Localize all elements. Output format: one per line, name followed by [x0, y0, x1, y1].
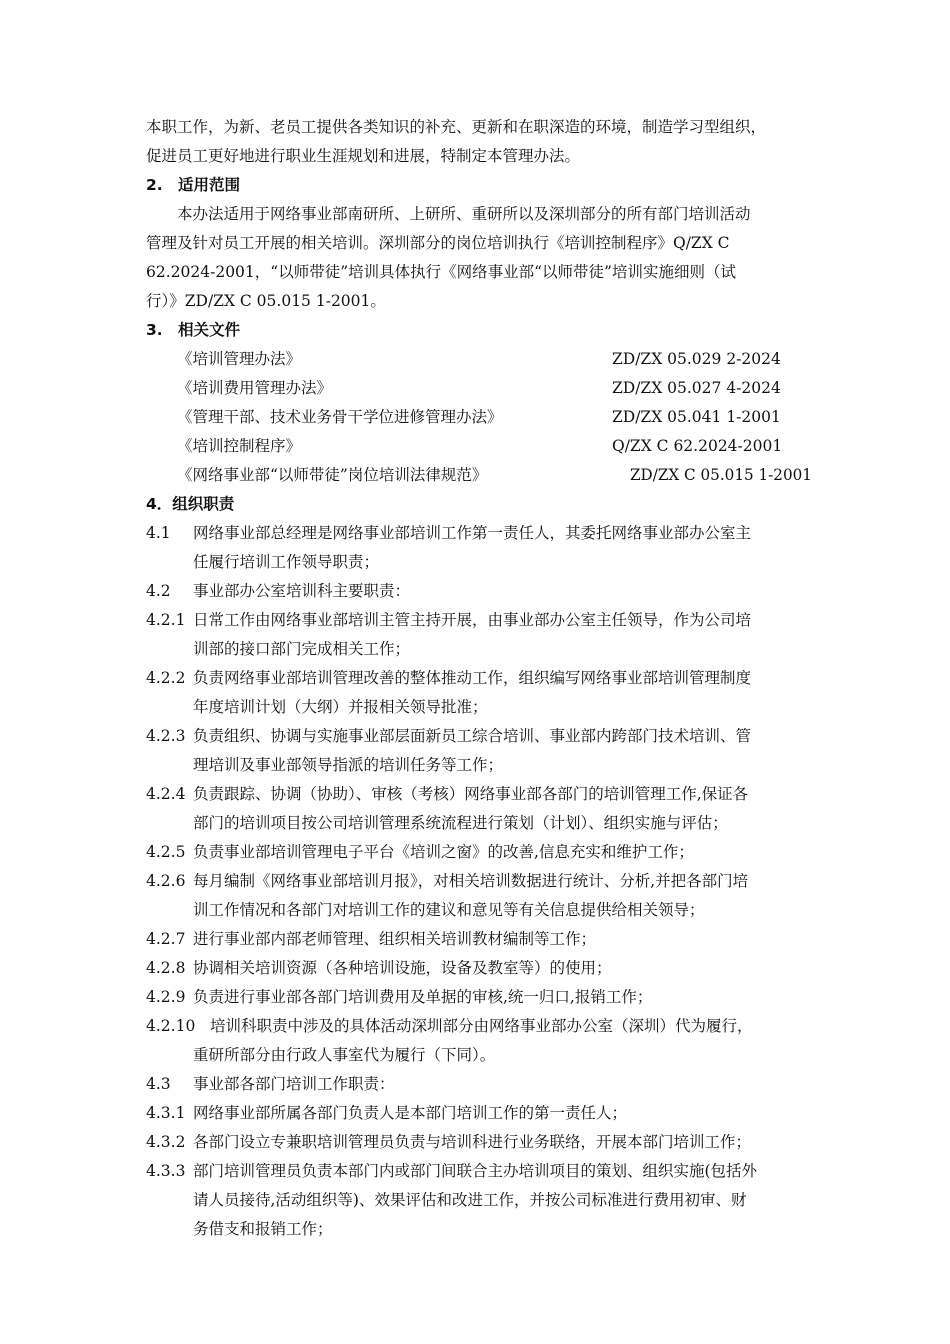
document-page: 本职工作，为新、老员工提供各类知识的补充、更新和在职深造的环境，制造学习型组织， 促进员工更好地进行职业生涯规划和进展，特制定本管理办法。 2. 适用范围 本办法适用于网络事业部南研所、上研所、重研所以及深圳部分的所有部门培训活动 管理及针对员工开展的相关培训。深圳部分的岗位培训执行《培训控制程序》Q/ZX C 62.2024-2001，“以师带徒”培训具体执行《网络事业部“以师带徒”培训实施细则（试 行）》ZD/ZX C 05.015 1-2001。 3. 相关文件 《培训管理办法》 ZD/ZX 05.029 2-2024 《培训费用管理办法》 ZD/ZX 05.027 4-2024 《管理干部、技术业务骨干学位进修管理办法》 ZD/ZX 05.041 1-2001 《培训控制程序》 Q/ZX C 62.2024-2001 《网络事业部“以师带徒”岗位培训法律规范》 ZD/ZX C 05.015 1-2001 4．组织职责 4.1 网络事业部总经理是网络事业部培训工作第一责任人，其委托网络事业部办公室主 任履行培训工作领导职责； 4.2 事业部办公室培训科主要职责： 4.2.1 日常工作由网络事业部培训主管主持开展，由事业部办公室主任领导，作为公司培 训部的接口部门完成相关工作； 4.2.2 负责网络事业部培训管理改善的整体推动工作，组织编写网络事业部培训管理制度 年度培训计划（大纲）并报相关领导批准； 4.2.3 负责组织、协调与实施事业部层面新员工综合培训、事业部内跨部门技术培训、管 理培训及事业部领导指派的培训任务等工作； 4.2.4 负责跟踪、协调（协助）、审核（考核）网络事业部各部门的培训管理工作,保证各 部门的培训项目按公司培训管理系统流程进行策划（计划）、组织实施与评估； 4.2.5 负责事业部培训管理电子平台《培训之窗》的改善,信息充实和维护工作； 4.2.6 每月编制《网络事业部培训月报》，对相关培训数据进行统计、分析,并把各部门培 训工作情况和各部门对培训工作的建议和意见等有关信息提供给相关领导； 4.2.7 进行事业部内部老师管理、组织相关培训教材编制等工作； 4.2.8 协调相关培训资源（各种培训设施，设备及教室等）的使用； 4.2.9 负责进行事业部各部门培训费用及单据的审核,统一归口,报销工作； 4.2.10 培训科职责中涉及的具体活动深圳部分由网络事业部办公室（深圳）代为履行， 重研所部分由行政人事室代为履行（下同）。 4.3 事业部各部门培训工作职责： 4.3.1 网络事业部所属各部门负责人是本部门培训工作的第一责任人； 4.3.2 各部门设立专兼职培训管理员负责与培训科进行业务联络，开展本部门培训工作； 4.3.3 部门培训管理员负责本部门内或部门间联合主办培训项目的策划、组织实施(包括外 请人员接待,活动组织等)、效果评估和改进工作，并按公司标准进行费用初审、财 务借支和报销工作； — [146, 118, 812, 1238]
